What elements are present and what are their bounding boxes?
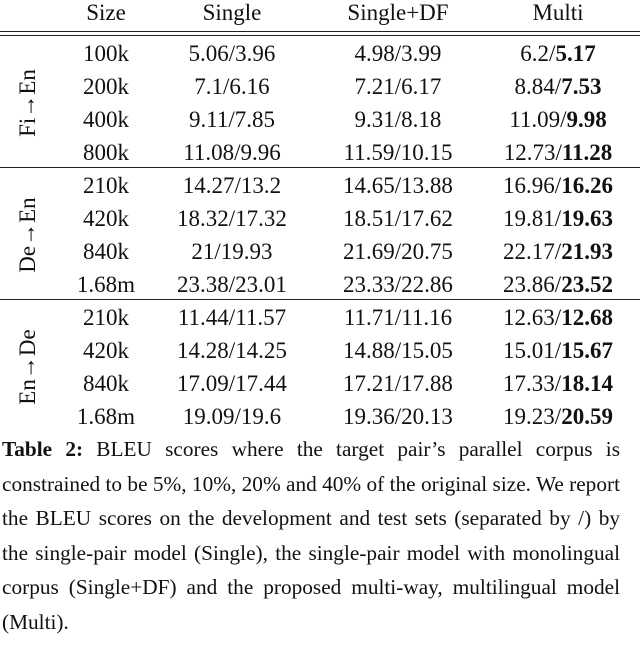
header-single-df: Single+DF: [347, 0, 449, 25]
header-size: Size: [86, 0, 126, 25]
cell-single: 7.1/6.16: [194, 74, 270, 99]
header-single: Single: [202, 0, 262, 25]
multi-dev-score: 11.09/: [509, 107, 567, 132]
cell-single-df: 18.51/17.62: [343, 206, 453, 231]
cell-single-df: 14.88/15.05: [343, 338, 453, 363]
multi-dev-score: 17.33/: [503, 371, 562, 396]
multi-test-score: 9.98: [566, 107, 607, 132]
cell-single: 14.28/14.25: [177, 338, 287, 363]
table-row: [0, 301, 640, 334]
cell-multi: [478, 103, 638, 136]
cell-multi: [478, 268, 638, 301]
table-row: [0, 235, 640, 268]
group-label: De→En: [15, 197, 40, 273]
cell-multi: [478, 235, 638, 268]
cell-size: 800k: [83, 140, 129, 165]
cell-single: 23.38/23.01: [177, 272, 287, 297]
table-row: [0, 334, 640, 367]
table-caption: [2, 432, 620, 639]
cell-single-df: 4.98/3.99: [354, 41, 442, 66]
table-row: [0, 367, 640, 400]
cell-single: 17.09/17.44: [177, 371, 287, 396]
cell-single-df: 21.69/20.75: [343, 239, 453, 264]
cell-size: 840k: [83, 239, 129, 264]
table-row: [0, 400, 640, 433]
cell-single: 9.11/7.85: [188, 107, 276, 132]
cell-single-df: 11.71/11.16: [343, 305, 453, 330]
cell-size: 420k: [83, 338, 129, 363]
cell-multi: [478, 37, 638, 70]
cell-multi: [478, 367, 638, 400]
cell-size: 200k: [83, 74, 129, 99]
multi-dev-score: 23.86/: [503, 272, 562, 297]
multi-dev-score: 12.73/: [503, 140, 562, 165]
multi-dev-score: 6.2/: [520, 41, 556, 66]
multi-dev-score: 22.17/: [503, 239, 562, 264]
header-rule-top: [0, 31, 640, 32]
header-multi: Multi: [532, 0, 584, 25]
table-row: [0, 103, 640, 136]
cell-single: 11.08/9.96: [183, 140, 281, 165]
cell-single-df: 19.36/20.13: [343, 404, 453, 429]
cell-single: 14.27/13.2: [182, 173, 282, 198]
cell-single-df: 23.33/22.86: [343, 272, 453, 297]
table-row: [0, 70, 640, 103]
cell-single: 5.06/3.96: [188, 41, 276, 66]
group-label: En→De: [15, 329, 40, 405]
cell-single-df: 14.65/13.88: [343, 173, 453, 198]
cell-single: 21/19.93: [191, 239, 273, 264]
cell-single-df: 11.59/10.15: [343, 140, 453, 165]
table-row: [0, 169, 640, 202]
caption-label: Table 2:: [2, 437, 84, 461]
cell-size: 210k: [83, 173, 129, 198]
multi-dev-score: 19.23/: [503, 404, 562, 429]
cell-multi: [478, 202, 638, 235]
cell-single: 18.32/17.32: [177, 206, 287, 231]
multi-test-score: 12.68: [561, 305, 613, 330]
cell-size: 1.68m: [76, 272, 136, 297]
cell-single: 19.09/19.6: [182, 404, 282, 429]
cell-size: 840k: [83, 371, 129, 396]
cell-size: 210k: [83, 305, 129, 330]
multi-test-score: 18.14: [561, 371, 613, 396]
cell-size: 1.68m: [76, 404, 136, 429]
multi-dev-score: 16.96/: [503, 173, 562, 198]
cell-single-df: 7.21/6.17: [354, 74, 442, 99]
cell-size: 420k: [83, 206, 129, 231]
cell-single-df: 17.21/17.88: [343, 371, 453, 396]
group-label: Fi→En: [15, 69, 40, 137]
multi-test-score: 21.93: [561, 239, 613, 264]
cell-multi: [478, 334, 638, 367]
cell-single: 11.44/11.57: [177, 305, 287, 330]
multi-dev-score: 19.81/: [503, 206, 562, 231]
multi-test-score: 11.28: [561, 140, 613, 165]
multi-test-score: 19.63: [561, 206, 613, 231]
cell-size: 400k: [83, 107, 129, 132]
cell-single-df: 9.31/8.18: [354, 107, 442, 132]
multi-dev-score: 8.84/: [514, 74, 562, 99]
cell-multi: [478, 169, 638, 202]
cell-multi: [478, 136, 638, 169]
table-row: [0, 268, 640, 301]
cell-size: 100k: [83, 41, 129, 66]
cell-multi: [478, 400, 638, 433]
multi-test-score: 16.26: [561, 173, 613, 198]
multi-dev-score: 12.63/: [503, 305, 562, 330]
table-row: [0, 37, 640, 70]
cell-multi: [478, 70, 638, 103]
multi-dev-score: 15.01/: [503, 338, 562, 363]
header-rule-bottom: [0, 35, 640, 36]
table-row: [0, 202, 640, 235]
cell-multi: [478, 301, 638, 334]
table-row: [0, 136, 640, 169]
multi-test-score: 20.59: [561, 404, 613, 429]
multi-test-score: 5.17: [555, 41, 596, 66]
multi-test-score: 7.53: [561, 74, 602, 99]
multi-test-score: 15.67: [561, 338, 613, 363]
multi-test-score: 23.52: [561, 272, 613, 297]
caption-text: BLEU scores where the target pair’s parallel corpus is constrained to be 5%, 10%, 20% and 40% of the original size. We report the BLEU scores on the development and test sets (separated by /) by the single-pair model (Single), the single-pair model with monolingual corpus (Single+DF) and the proposed multi-way, multilingual model (Multi).: [2, 437, 620, 634]
